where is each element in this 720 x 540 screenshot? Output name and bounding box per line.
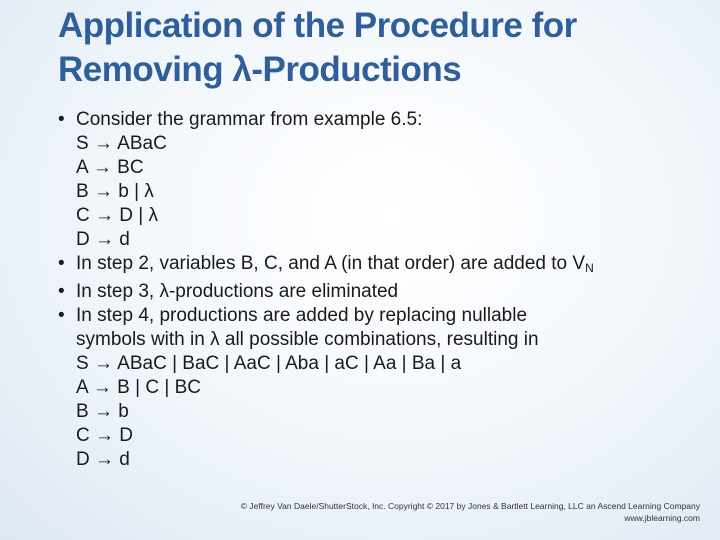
publisher-url: www.jblearning.com: [624, 513, 700, 523]
grammar-line: A → BC: [76, 157, 144, 178]
bullet-1: [58, 108, 708, 132]
title-line-1: Application of the Procedure for: [58, 6, 577, 45]
grammar-line: C → D: [76, 425, 133, 446]
bullet-4: [58, 304, 708, 328]
title-line-2: Removing λ-Productions: [58, 50, 462, 89]
bullet-dot: •: [58, 109, 65, 130]
slide-body: [58, 108, 708, 472]
bullet-2: [58, 252, 708, 280]
bullet-1-text: Consider the grammar from example 6.5:: [76, 109, 423, 130]
copyright-text: © Jeffrey Van Daele/ShutterStock, Inc. Copyright © 2017 by Jones & Bartlett Learning, LLC an Ascend Learning Company: [240, 501, 700, 511]
grammar-line: D → d: [76, 229, 130, 250]
slide-title: [58, 4, 708, 92]
grammar-line: S → ABaC: [76, 133, 167, 154]
bullet-dot: •: [58, 281, 65, 302]
bullet-2-text: In step 2, variables B, C, and A (in that order) are added to V: [76, 253, 586, 274]
bullet-4-text-line-1: In step 4, productions are added by replacing nullable: [76, 305, 528, 326]
grammar-line: D → d: [76, 449, 130, 470]
grammar-line: A → B | C | BC: [76, 377, 201, 398]
bullet-dot: •: [58, 305, 65, 326]
grammar-line: S → ABaC | BaC | AaC | Aba | aC | Aa | Ba | a: [76, 353, 462, 374]
grammar-line: C → D | λ: [76, 205, 158, 226]
bullet-3-text: In step 3, λ-productions are eliminated: [76, 281, 399, 302]
bullet-dot: •: [58, 253, 65, 274]
bullet-4-text-line-2: symbols with in λ all possible combinations, resulting in: [76, 329, 539, 350]
bullet-3: [58, 280, 708, 304]
grammar-line: B → b | λ: [76, 181, 154, 202]
bullet-2-subscript: N: [585, 261, 594, 275]
grammar-line: B → b: [76, 401, 129, 422]
copyright-footer: [241, 500, 700, 524]
